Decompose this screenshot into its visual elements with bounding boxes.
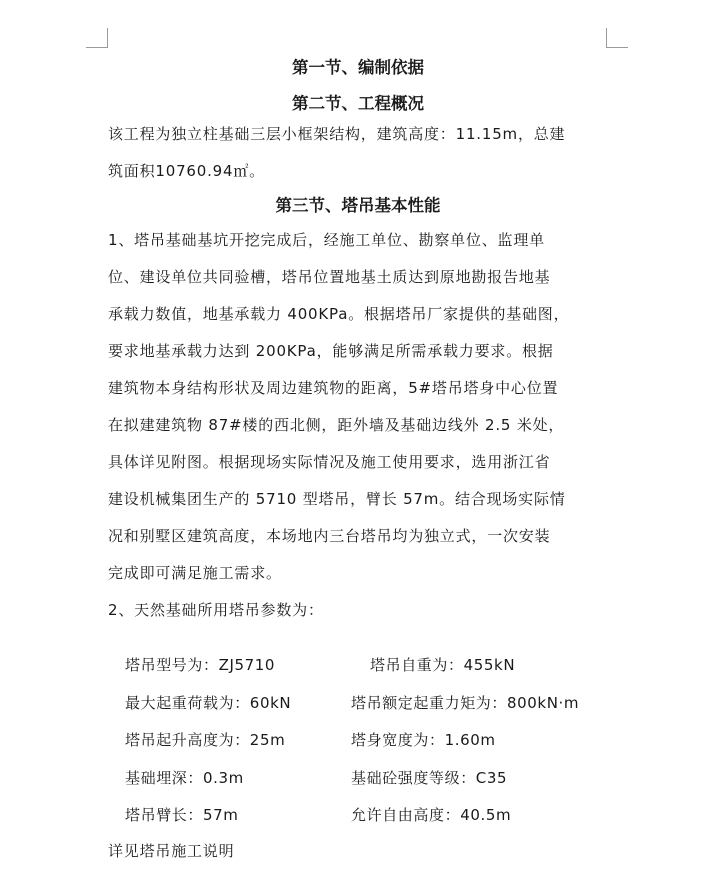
crop-mark-right-vertical bbox=[606, 28, 607, 48]
paragraph-line: 1、塔吊基础基坑开挖完成后，经施工单位、勘察单位、监理单 bbox=[108, 231, 545, 249]
crop-mark-left-vertical bbox=[107, 28, 108, 48]
param-left: 塔吊起升高度为：25m bbox=[125, 731, 286, 749]
param-left: 塔吊臂长：57m bbox=[125, 806, 239, 824]
param-left: 最大起重荷载为：60kN bbox=[125, 693, 292, 712]
param-left: 基础埋深：0.3m bbox=[125, 768, 244, 787]
param-right: 塔吊自重为：455kN bbox=[370, 656, 516, 674]
param-left: 塔吊型号为：ZJ5710 bbox=[125, 656, 276, 674]
section-title-3: 第三节、塔吊基本性能 bbox=[275, 196, 441, 215]
paragraph-line: 承载力数值，地基承载力 400KPa。根据塔吊厂家提供的基础图， bbox=[108, 305, 570, 323]
param-right: 塔身宽度为：1.60m bbox=[351, 731, 496, 749]
paragraph-line: 完成即可满足施工需求。 bbox=[108, 564, 282, 582]
paragraph-line: 筑面积10760.94㎡。 bbox=[108, 162, 265, 180]
document-page bbox=[108, 52, 608, 629]
paragraph-line: 具体详见附图。根据现场实际情况及施工使用要求，选用浙江省 bbox=[108, 453, 551, 471]
param-right: 允许自由高度：40.5m bbox=[351, 806, 512, 824]
item1-paragraph bbox=[108, 222, 608, 592]
param-right: 塔吊额定起重力矩为：800kN·m bbox=[351, 693, 580, 712]
paragraph-line: 要求地基承载力达到 200KPa，能够满足所需承载力要求。根据 bbox=[108, 342, 554, 360]
paragraph-line: 该工程为独立柱基础三层小框架结构，建筑高度：11.15m，总建 bbox=[108, 125, 566, 143]
footer-note: 详见塔吊施工说明 bbox=[108, 842, 235, 860]
crop-mark-left-horizontal bbox=[86, 47, 108, 48]
section-title-1: 第一节、编制依据 bbox=[292, 58, 424, 77]
overview-paragraph bbox=[108, 116, 608, 190]
paragraph-line: 在拟建建筑物 87#楼的西北侧，距外墙及基础边线外 2.5 米处， bbox=[108, 416, 565, 434]
item2-heading: 2、天然基础所用塔吊参数为： bbox=[108, 601, 324, 619]
paragraph-line: 位、建设单位共同验槽，塔吊位置地基土质达到原地勘报告地基 bbox=[108, 268, 551, 286]
paragraph-line: 况和别墅区建筑高度，本场地内三台塔吊均为独立式，一次安装 bbox=[108, 527, 551, 545]
param-right: 基础砼强度等级：C35 bbox=[351, 768, 508, 787]
crop-mark-right-horizontal bbox=[606, 47, 628, 48]
paragraph-line: 建筑物本身结构形状及周边建筑物的距离，5#塔吊塔身中心位置 bbox=[108, 379, 559, 397]
section-title-2: 第二节、工程概况 bbox=[292, 94, 424, 113]
paragraph-line: 建设机械集团生产的 5710 型塔吊，臂长 57m。结合现场实际情 bbox=[108, 490, 566, 508]
